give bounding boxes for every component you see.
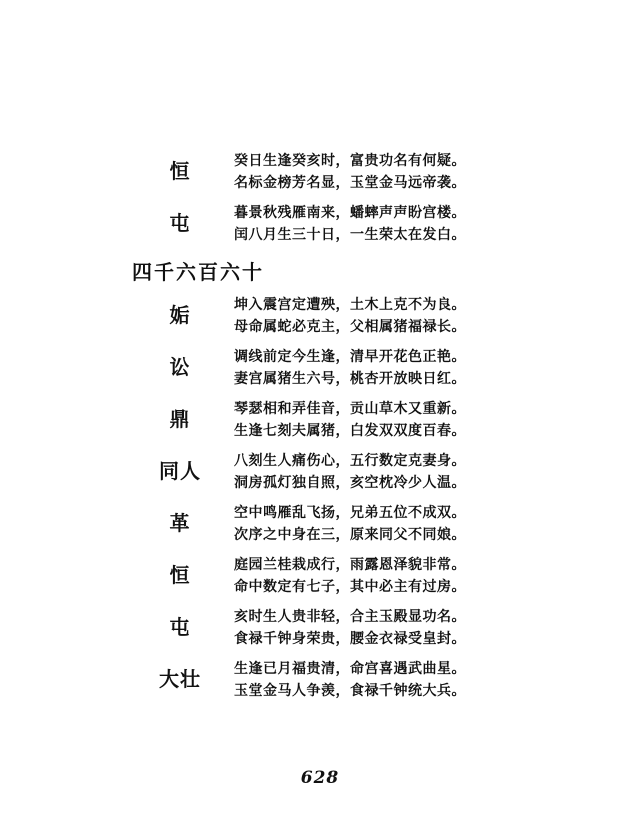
verse-line-2: 洞房孤灯独自照，亥空枕冷少人温。 (234, 475, 466, 491)
page-number: 628 (300, 768, 340, 788)
verse-line-1: 琴瑟相和弄佳音，贡山草木又重新。 (234, 401, 466, 417)
verse-line-1: 调线前定今生逢，清早开花色正艳。 (234, 349, 466, 365)
verse-line-2: 妻宫属猪生六号，桃杏开放映日红。 (234, 371, 466, 387)
hexagram-name: 姤 (169, 303, 191, 327)
verse-line-1: 癸日生逢癸亥时，富贵功名有何疑。 (234, 153, 466, 169)
verse-line-1: 亥时生人贵非轻，合主玉殿显功名。 (234, 609, 466, 625)
hexagram-name: 革 (169, 511, 191, 535)
hexagram-name: 鼎 (169, 407, 191, 431)
verse-line-1: 空中鸣雁乱飞扬，兄弟五位不成双。 (234, 505, 466, 521)
hexagram-name: 恒 (169, 159, 191, 183)
hexagram-name: 屯 (169, 211, 191, 235)
verse-line-2: 名标金榜芳名显，玉堂金马远帝袭。 (234, 175, 466, 191)
hexagram-name: 恒 (169, 563, 191, 587)
verse-line-1: 生逢已月福贵清，命宫喜遇武曲星。 (234, 661, 466, 677)
verse-line-1: 坤入震宫定遭殃，土木上克不为良。 (234, 297, 466, 313)
verse-line-2: 玉堂金马人争羡，食禄千钟统大兵。 (234, 683, 466, 699)
verse-line-2: 食禄千钟身荣贵，腰金衣禄受皇封。 (234, 631, 466, 647)
hexagram-name: 屯 (169, 615, 191, 639)
verse-line-1: 八刻生人痛伤心，五行数定克妻身。 (234, 453, 466, 469)
hexagram-name: 大壮 (159, 667, 201, 691)
verse-line-1: 庭园兰桂栽成行，雨露恩泽貌非常。 (234, 557, 466, 573)
verse-line-2: 母命属蛇必克主，父相属猪福禄长。 (234, 319, 466, 335)
verse-line-2: 命中数定有七子，其中必主有过房。 (234, 579, 466, 595)
section-heading: 四千六百六十 (132, 260, 264, 284)
verse-line-2: 闰八月生三十日，一生荣太在发白。 (234, 227, 466, 243)
hexagram-name: 讼 (169, 355, 191, 379)
verse-line-1: 暮景秋残雁南来，蟠蟀声声盼宫楼。 (234, 205, 466, 221)
hexagram-name: 同人 (159, 459, 201, 483)
verse-line-2: 次序之中身在三，原来同父不同娘。 (234, 527, 466, 543)
verse-line-2: 生逢七刻夫属猪，白发双双度百春。 (234, 423, 466, 439)
